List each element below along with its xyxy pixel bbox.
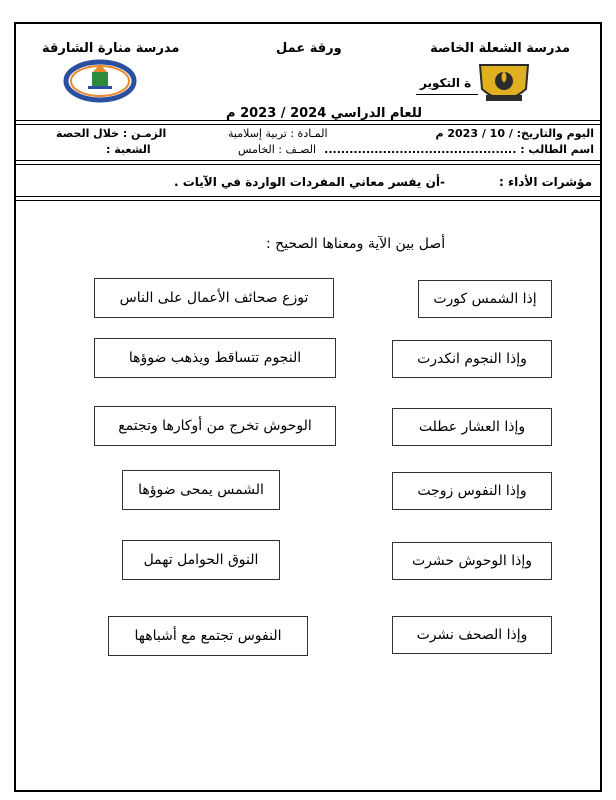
divider-line [16,200,600,201]
meaning-box: الوحوش تخرج من أوكارها وتجتمع [94,406,336,446]
instruction-text: أصل بين الآية ومعناها الصحيح : [266,236,446,252]
academic-year: للعام الدراسي 2024 / 2023 م [226,106,422,121]
school-emblem-icon [476,59,532,109]
divider-line [16,124,600,125]
lesson-title: ة التكوير [420,76,472,90]
verse-box: وإذا النجوم انكدرت [392,340,552,378]
student-name-label: اسم الطالب : .............................................. [324,143,594,156]
meaning-box: الشمس يمحى ضوؤها [122,470,280,510]
section-label: الشعبة : [106,143,151,156]
meaning-box: النفوس تجتمع مع أشباهها [108,616,308,656]
verse-box: وإذا العشار عطلت [392,408,552,446]
school-name-right: مدرسة الشعلة الخاصة [430,41,570,56]
verse-box: وإذا النفوس زوجت [392,472,552,510]
meaning-box: النجوم تتساقط ويذهب ضوؤها [94,338,336,378]
date-label: اليوم والتاريخ: / 10 / 2023 م [435,127,594,140]
meaning-box: النوق الحوامل تهمل [122,540,280,580]
worksheet-title: ورقة عمل [276,41,342,56]
subject-label: المـادة : تربية إسلامية [228,127,328,140]
divider-line [16,164,600,165]
indicators-label: مؤشرات الأداء : [499,175,592,189]
meaning-box: توزع صحائف الأعمال على الناس [94,278,334,318]
class-label: الصـف : الخامس [238,143,317,156]
worksheet-page [14,22,602,792]
divider-line [16,196,600,197]
divider-line [16,160,600,161]
verse-box: وإذا الوحوش حشرت [392,542,552,580]
lesson-underline [416,94,478,95]
verse-box: وإذا الصحف نشرت [392,616,552,654]
sharjah-school-logo-icon [62,58,138,104]
school-name-left: مدرسة منارة الشارقة [42,41,180,56]
divider-line [16,120,600,121]
indicators-text: -أن يفسر معاني المفردات الواردة في الآيات . [174,175,445,189]
verse-box: إذا الشمس كورت [418,280,552,318]
time-label: الزمـن : خلال الحصة [56,127,167,140]
